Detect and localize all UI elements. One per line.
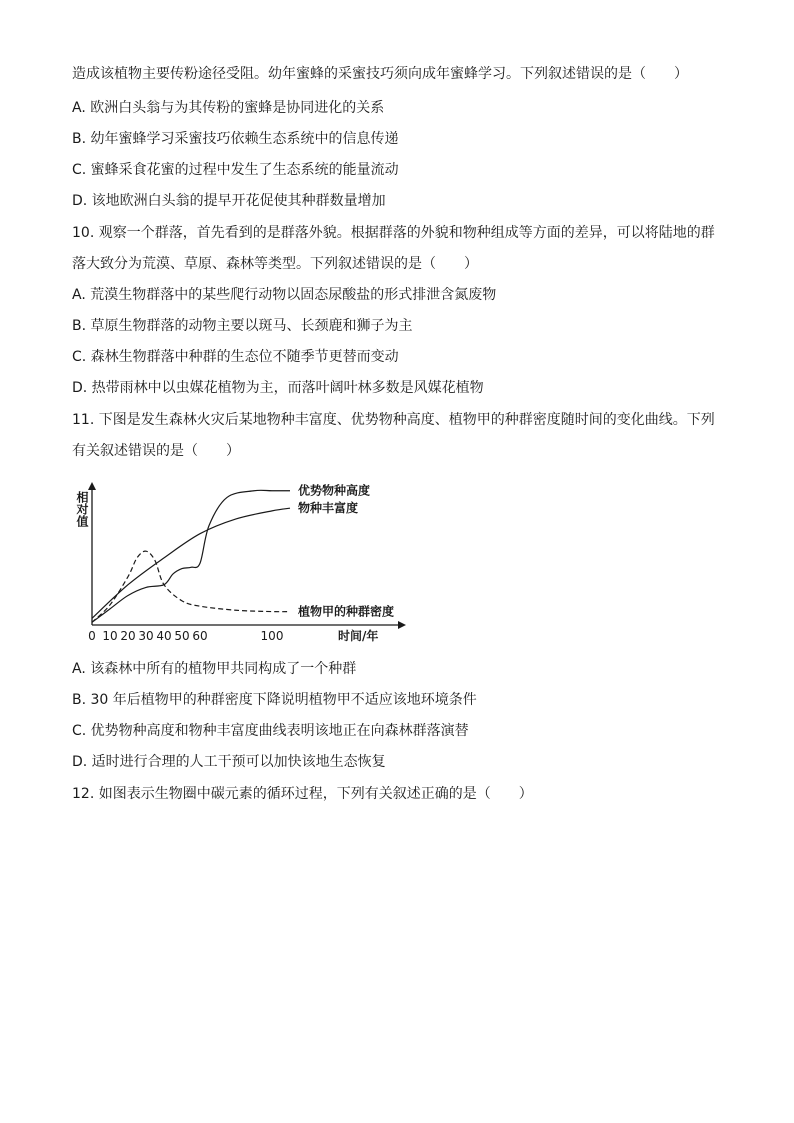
q11-option-a: A. 该森林中所有的植物甲共同构成了一个种群 xyxy=(72,661,357,677)
q11-option-c: C. 优势物种高度和物种丰富度曲线表明该地正在向森林群落演替 xyxy=(72,723,469,739)
curve-group xyxy=(92,490,290,622)
species-richness-curve xyxy=(92,508,290,618)
q9-option-c: C. 蜜蜂采食花蜜的过程中发生了生态系统的能量流动 xyxy=(72,162,399,178)
q11-option-b: B. 30 年后植物甲的种群密度下降说明植物甲不适应该地环境条件 xyxy=(72,692,477,708)
x-tick-label: 10 xyxy=(102,629,118,643)
q9-option-b: B. 幼年蜜蜂学习采蜜技巧依赖生态系统中的信息传递 xyxy=(72,131,399,147)
series-label-group xyxy=(298,483,394,619)
q12-stem: 12. 如图表示生物圈中碳元素的循环过程，下列有关叙述正确的是（ ） xyxy=(72,786,533,802)
x-tick-label: 20 xyxy=(120,629,136,643)
q10-option-c: C. 森林生物群落中种群的生态位不随季节更替而变动 xyxy=(72,349,399,365)
q11-stem-line2: 有关叙述错误的是（ ） xyxy=(72,443,240,459)
q11-stem-line1: 11. 下图是发生森林火灾后某地物种丰富度、优势物种高度、植物甲的种群密度随时间的变化曲线。下列 xyxy=(72,412,715,428)
q10-option-d: D. 热带雨林中以虫媒花植物为主，而落叶阔叶林多数是风媒花植物 xyxy=(72,380,484,396)
q9-option-d: D. 该地欧洲白头翁的提早开花促使其种群数量增加 xyxy=(72,193,386,209)
series-label: 植物甲的种群密度 xyxy=(298,604,395,619)
q11-line-chart xyxy=(70,474,410,649)
q10-option-a: A. 荒漠生物群落中的某些爬行动物以固态尿酸盐的形式排泄含氮废物 xyxy=(72,287,497,303)
x-tick-label: 100 xyxy=(260,629,284,643)
x-tick-group xyxy=(88,629,283,643)
q11-option-d: D. 适时进行合理的人工干预可以加快该地生态恢复 xyxy=(72,754,386,770)
y-axis-label: 相对值 xyxy=(75,491,89,527)
x-tick-label: 0 xyxy=(88,629,96,643)
q9-stem-continuation: 造成该植物主要传粉途径受阻。幼年蜜蜂的采蜜技巧须向成年蜜蜂学习。下列叙述错误的是（ ） xyxy=(72,66,688,82)
series-label: 物种丰富度 xyxy=(298,501,359,516)
x-tick-label: 40 xyxy=(156,629,172,643)
q10-stem-line2: 落大致分为荒漠、草原、森林等类型。下列叙述错误的是（ ） xyxy=(72,256,478,272)
plant-a-density-curve xyxy=(92,551,290,622)
q9-option-a: A. 欧洲白头翁与为其传粉的蜜蜂是协同进化的关系 xyxy=(72,100,385,116)
x-tick-label: 60 xyxy=(192,629,208,643)
x-tick-label: 30 xyxy=(138,629,154,643)
dominant-height-curve xyxy=(92,490,290,622)
x-tick-label: 50 xyxy=(174,629,190,643)
x-axis-label: 时间/年 xyxy=(338,629,379,643)
q10-stem-line1: 10. 观察一个群落，首先看到的是群落外貌。根据群落的外貌和物种组成等方面的差异，可以将陆地的群 xyxy=(72,225,715,241)
q10-option-b: B. 草原生物群落的动物主要以斑马、长颈鹿和狮子为主 xyxy=(72,318,413,334)
series-label: 优势物种高度 xyxy=(298,483,371,498)
